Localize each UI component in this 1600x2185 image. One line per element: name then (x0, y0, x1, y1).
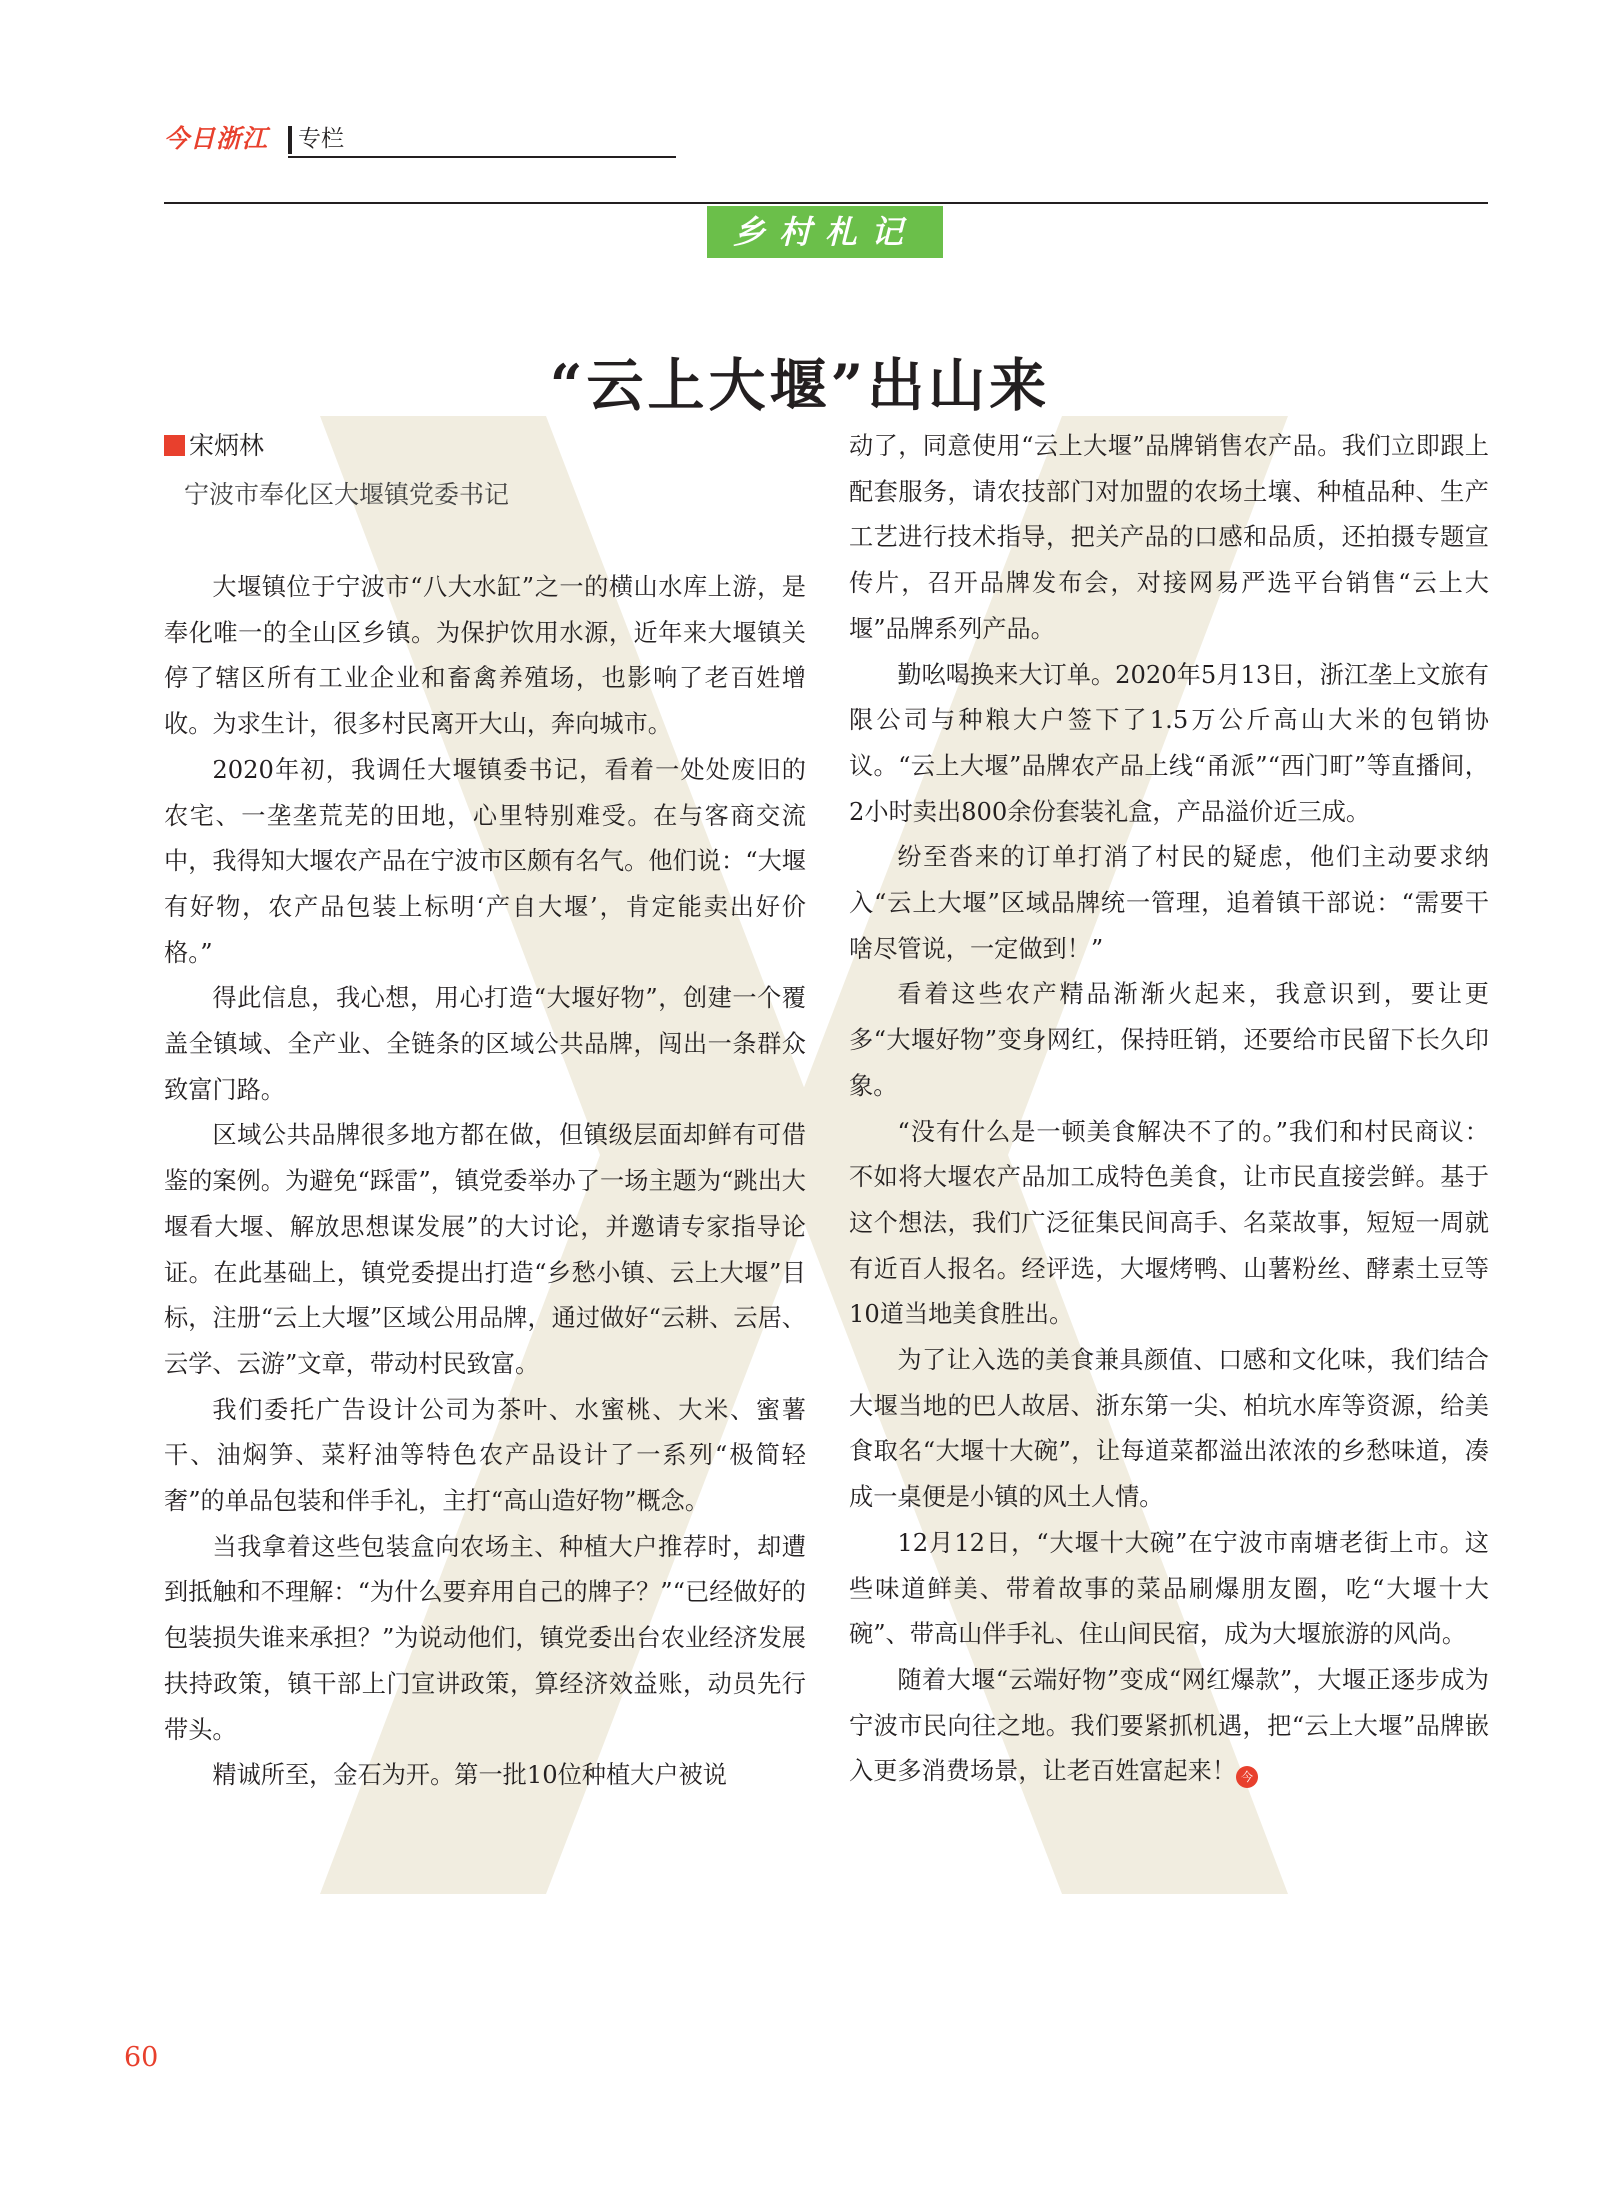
page-number: 60 (124, 2042, 159, 2073)
magazine-logo: 今日浙江 (164, 124, 269, 153)
paragraph: 2020年初，我调任大堰镇委书记，看着一处处废旧的农宅、一垄垄荒芜的田地，心里特别难受。在与客商交流中，我得知大堰农产品在宁波市区颇有名气。他们说：“大堰有好物，农产品包装上标明‘产自大堰’，肯定能卖出好价格。” (164, 755, 806, 967)
column-label: 专栏 (298, 126, 344, 152)
closing-text: 随着大堰“云端好物”变成“网红爆款”，大堰正逐步成为宁波市民向往之地。我们要紧抓机遇，把“云上大堰”品牌嵌入更多消费场景，让老百姓富起来！ (849, 1665, 1489, 1786)
author-role: 宁波市奉化区大堰镇党委书记 (184, 480, 510, 509)
paragraph: 大堰镇位于宁波市“八大水缸”之一的横山水库上游，是奉化唯一的全山区乡镇。为保护饮用水源，近年来大堰镇关停了辖区所有工业企业和畜禽养殖场，也影响了老百姓增收。为求生计，很多村民离开大山，奔向城市。 (164, 573, 806, 739)
paragraph: 我们委托广告设计公司为茶叶、水蜜桃、大米、蜜薯干、油焖笋、菜籽油等特色农产品设计了一系列“极简轻奢”的单品包装和伴手礼，主打“高山造好物”概念。 (164, 1395, 806, 1516)
top-rule (164, 202, 1488, 204)
paragraph: 纷至沓来的订单打消了村民的疑虑，他们主动要求纳入“云上大堰”区域品牌统一管理，追着镇干部说：“需要干啥尽管说，一定做到！” (849, 843, 1489, 963)
paragraph-closing (849, 1658, 1489, 1795)
paragraph: 12月12日，“大堰十大碗”在宁波市南塘老街上市。这些味道鲜美、带着故事的菜品刷爆朋友圈，吃“大堰十大碗”、带高山伴手礼、住山间民宿，成为大堰旅游的风尚。 (849, 1528, 1489, 1649)
end-mark-icon: 今 (1236, 1766, 1258, 1788)
article-column-right (849, 424, 1489, 1795)
paragraph: 当我拿着这些包装盒向农场主、种植大户推荐时，却遭到抵触和不理解：“为什么要弃用自己的牌子？”“已经做好的包装损失谁来承担？”为说动他们，镇党委出台农业经济发展扶持政策，镇干部上门宣讲政策，算经济效益账，动员先行带头。 (164, 1532, 806, 1744)
author-name: 宋炳林 (189, 431, 265, 460)
section-tag: 乡村札记 (707, 206, 943, 258)
author-marker-icon (164, 435, 185, 456)
paragraph: 为了让入选的美食兼具颜值、口感和文化味，我们结合大堰当地的巴人故居、浙东第一尖、柏坑水库等资源，给美食取名“大堰十大碗”，让每道菜都溢出浓浓的乡愁味道，凑成一桌便是小镇的风土人情。 (849, 1346, 1489, 1512)
paragraph: 得此信息，我心想，用心打造“大堰好物”，创建一个覆盖全镇域、全产业、全链条的区域公共品牌，闯出一条群众致富门路。 (164, 984, 806, 1104)
masthead-divider (288, 126, 292, 154)
paragraph: 勤吆喝换来大订单。2020年5月13日，浙江垄上文旅有限公司与种粮大户签下了1.5万公斤高山大米的包销协议。“云上大堰”品牌农产品上线“甬派”“西门町”等直播间，2小时卖出800余份套装礼盒，产品溢价近三成。 (849, 660, 1489, 826)
author-line (164, 430, 264, 462)
paragraph: 精诚所至，金石为开。第一批10位种植大户被说 (212, 1761, 727, 1790)
article-column-left (164, 565, 806, 1799)
article-title: “云上大堰”出山来 (549, 352, 1051, 420)
masthead-underline (288, 156, 676, 158)
paragraph-continuation: 动了，同意使用“云上大堰”品牌销售农产品。我们立即跟上配套服务，请农技部门对加盟的农场土壤、种植品种、生产工艺进行技术指导，把关产品的口感和品质，还拍摄专题宣传片，召开品牌发布会，对接网易严选平台销售“云上大堰”品牌系列产品。 (849, 432, 1489, 643)
paragraph: 看着这些农产精品渐渐火起来，我意识到，要让更多“大堰好物”变身网红，保持旺销，还要给市民留下长久印象。 (849, 980, 1489, 1100)
paragraph: “没有什么是一顿美食解决不了的。”我们和村民商议：不如将大堰农产品加工成特色美食，让市民直接尝鲜。基于这个想法，我们广泛征集民间高手、名菜故事，短短一周就有近百人报名。经评选，大堰烤鸭、山薯粉丝、酵素土豆等10道当地美食胜出。 (849, 1117, 1489, 1329)
paragraph: 区域公共品牌很多地方都在做，但镇级层面却鲜有可借鉴的案例。为避免“踩雷”，镇党委举办了一场主题为“跳出大堰看大堰、解放思想谋发展”的大讨论，并邀请专家指导论证。在此基础上，镇党委提出打造“乡愁小镇、云上大堰”目标，注册“云上大堰”区域公用品牌，通过做好“云耕、云居、云学、云游”文章，带动村民致富。 (164, 1121, 806, 1378)
